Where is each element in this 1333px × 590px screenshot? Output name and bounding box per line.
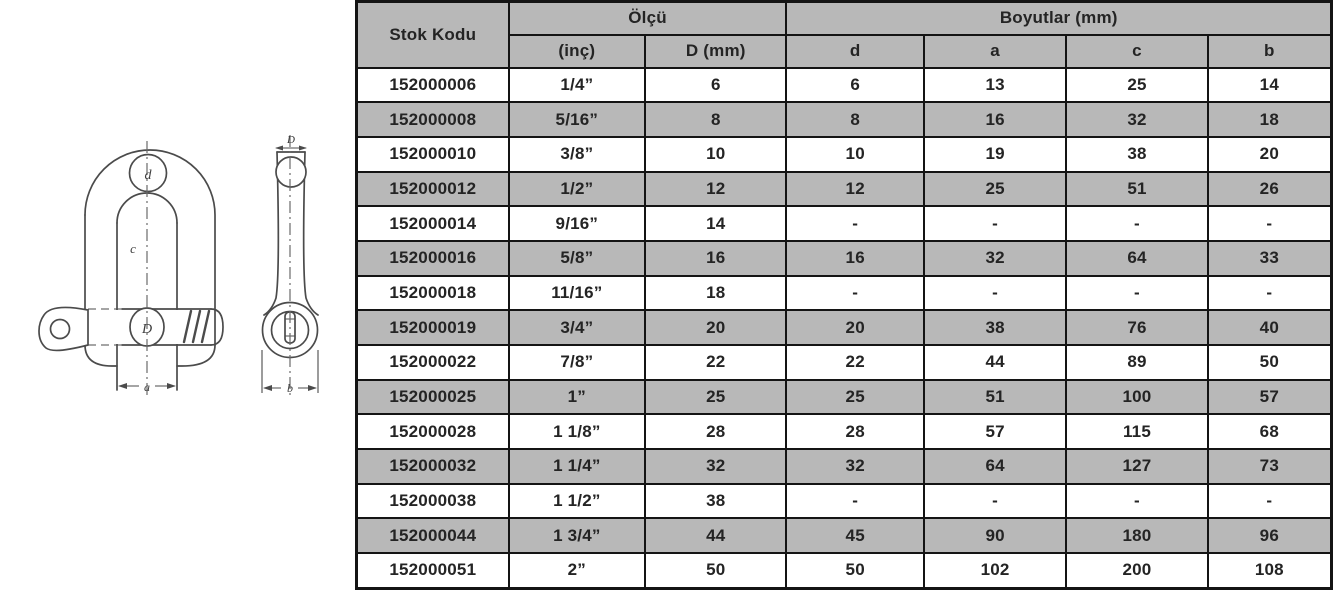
- shackle-diagram: [0, 0, 355, 590]
- c-cell: 115: [1066, 414, 1207, 449]
- a-cell: 102: [924, 553, 1066, 589]
- c-cell: 127: [1066, 449, 1207, 484]
- a-cell: 64: [924, 449, 1066, 484]
- b-cell: -: [1208, 206, 1332, 241]
- inch-cell: 5/8”: [509, 241, 646, 276]
- c-cell: 180: [1066, 518, 1207, 553]
- d-cell: 45: [786, 518, 923, 553]
- stock-code-cell: 152000019: [357, 310, 509, 345]
- D-mm-cell: 22: [645, 345, 786, 380]
- table-row: [357, 414, 1332, 449]
- stock-code-cell: 152000051: [357, 553, 509, 589]
- b-cell: 40: [1208, 310, 1332, 345]
- b-cell: -: [1208, 276, 1332, 311]
- d-cell: -: [786, 484, 923, 519]
- d-cell: 50: [786, 553, 923, 589]
- c-cell: 64: [1066, 241, 1207, 276]
- a-cell: 44: [924, 345, 1066, 380]
- inch-cell: 1 3/4”: [509, 518, 646, 553]
- D-mm-cell: 38: [645, 484, 786, 519]
- b-cell: 68: [1208, 414, 1332, 449]
- header-c: c: [1066, 35, 1207, 68]
- stock-code-cell: 152000022: [357, 345, 509, 380]
- spec-table-wrap: [355, 0, 1333, 590]
- c-cell: 100: [1066, 380, 1207, 415]
- c-cell: 51: [1066, 172, 1207, 207]
- D-mm-cell: 20: [645, 310, 786, 345]
- c-cell: 200: [1066, 553, 1207, 589]
- a-cell: 57: [924, 414, 1066, 449]
- d-cell: 6: [786, 68, 923, 103]
- inch-cell: 2”: [509, 553, 646, 589]
- a-cell: -: [924, 206, 1066, 241]
- b-cell: 73: [1208, 449, 1332, 484]
- D-mm-cell: 8: [645, 102, 786, 137]
- table-row: [357, 345, 1332, 380]
- b-cell: 108: [1208, 553, 1332, 589]
- inch-cell: 1”: [509, 380, 646, 415]
- D-mm-cell: 44: [645, 518, 786, 553]
- b-cell: 50: [1208, 345, 1332, 380]
- a-cell: 16: [924, 102, 1066, 137]
- table-row: [357, 241, 1332, 276]
- side-label-D: D: [287, 134, 295, 146]
- D-mm-cell: 14: [645, 206, 786, 241]
- b-cell: 18: [1208, 102, 1332, 137]
- table-body: [357, 68, 1332, 589]
- shackle-side-view: [262, 134, 318, 395]
- inch-cell: 5/16”: [509, 102, 646, 137]
- stock-code-cell: 152000010: [357, 137, 509, 172]
- table-header: [357, 2, 1332, 68]
- d-cell: 20: [786, 310, 923, 345]
- d-cell: -: [786, 276, 923, 311]
- a-cell: 25: [924, 172, 1066, 207]
- c-cell: 32: [1066, 102, 1207, 137]
- side-label-b: b: [287, 381, 293, 395]
- shackle-front-view: [39, 141, 223, 395]
- front-label-d: d: [144, 168, 152, 183]
- header-d: d: [786, 35, 923, 68]
- stock-code-cell: 152000018: [357, 276, 509, 311]
- d-cell: 16: [786, 241, 923, 276]
- b-cell: 33: [1208, 241, 1332, 276]
- inch-cell: 1 1/2”: [509, 484, 646, 519]
- a-cell: 32: [924, 241, 1066, 276]
- inch-cell: 11/16”: [509, 276, 646, 311]
- b-cell: 20: [1208, 137, 1332, 172]
- spec-table: [355, 0, 1333, 590]
- table-row: [357, 102, 1332, 137]
- stock-code-cell: 152000032: [357, 449, 509, 484]
- table-row: [357, 68, 1332, 103]
- table-row: [357, 276, 1332, 311]
- c-cell: -: [1066, 276, 1207, 311]
- c-cell: 38: [1066, 137, 1207, 172]
- inch-cell: 1/4”: [509, 68, 646, 103]
- inch-cell: 1/2”: [509, 172, 646, 207]
- front-label-D: D: [141, 322, 153, 337]
- d-cell: 12: [786, 172, 923, 207]
- a-cell: 90: [924, 518, 1066, 553]
- inch-cell: 3/4”: [509, 310, 646, 345]
- table-row: [357, 310, 1332, 345]
- b-cell: -: [1208, 484, 1332, 519]
- inch-cell: 1 1/8”: [509, 414, 646, 449]
- header-a: a: [924, 35, 1066, 68]
- b-cell: 96: [1208, 518, 1332, 553]
- d-cell: 10: [786, 137, 923, 172]
- header-b: b: [1208, 35, 1332, 68]
- D-mm-cell: 18: [645, 276, 786, 311]
- stock-code-cell: 152000025: [357, 380, 509, 415]
- d-cell: 32: [786, 449, 923, 484]
- pin-end-cap: [211, 309, 223, 345]
- a-cell: -: [924, 276, 1066, 311]
- inch-cell: 7/8”: [509, 345, 646, 380]
- a-cell: 19: [924, 137, 1066, 172]
- pin-handle-hole: [51, 320, 70, 339]
- stock-code-cell: 152000014: [357, 206, 509, 241]
- header-olcu: Ölçü: [509, 2, 787, 35]
- table-row: [357, 553, 1332, 589]
- stock-code-cell: 152000028: [357, 414, 509, 449]
- inch-cell: 9/16”: [509, 206, 646, 241]
- D-mm-cell: 6: [645, 68, 786, 103]
- b-cell: 26: [1208, 172, 1332, 207]
- a-cell: -: [924, 484, 1066, 519]
- inch-cell: 1 1/4”: [509, 449, 646, 484]
- d-cell: 22: [786, 345, 923, 380]
- header-boyutlar: Boyutlar (mm): [786, 2, 1331, 35]
- a-cell: 38: [924, 310, 1066, 345]
- D-mm-cell: 32: [645, 449, 786, 484]
- table-row: [357, 172, 1332, 207]
- D-mm-cell: 16: [645, 241, 786, 276]
- shackle-drawing-panel: [0, 0, 355, 590]
- table-row: [357, 137, 1332, 172]
- d-cell: 28: [786, 414, 923, 449]
- header-stok-kodu: Stok Kodu: [357, 2, 509, 68]
- dimension-D: [275, 146, 307, 151]
- header-D-mm: D (mm): [645, 35, 786, 68]
- c-cell: 25: [1066, 68, 1207, 103]
- b-cell: 57: [1208, 380, 1332, 415]
- stock-code-cell: 152000016: [357, 241, 509, 276]
- stock-code-cell: 152000038: [357, 484, 509, 519]
- D-mm-cell: 12: [645, 172, 786, 207]
- D-mm-cell: 28: [645, 414, 786, 449]
- d-cell: 8: [786, 102, 923, 137]
- D-mm-cell: 25: [645, 380, 786, 415]
- b-cell: 14: [1208, 68, 1332, 103]
- stock-code-cell: 152000006: [357, 68, 509, 103]
- table-row: [357, 380, 1332, 415]
- side-pin-circle: [276, 157, 306, 187]
- a-cell: 13: [924, 68, 1066, 103]
- front-label-c: c: [130, 241, 136, 256]
- c-cell: -: [1066, 484, 1207, 519]
- a-cell: 51: [924, 380, 1066, 415]
- inch-cell: 3/8”: [509, 137, 646, 172]
- front-label-a: a: [144, 380, 150, 394]
- header-inch: (inç): [509, 35, 646, 68]
- table-row: [357, 449, 1332, 484]
- stock-code-cell: 152000044: [357, 518, 509, 553]
- c-cell: -: [1066, 206, 1207, 241]
- table-row: [357, 518, 1332, 553]
- stock-code-cell: 152000008: [357, 102, 509, 137]
- table-row: [357, 206, 1332, 241]
- stock-code-cell: 152000012: [357, 172, 509, 207]
- c-cell: 89: [1066, 345, 1207, 380]
- d-cell: -: [786, 206, 923, 241]
- d-cell: 25: [786, 380, 923, 415]
- D-mm-cell: 50: [645, 553, 786, 589]
- table-row: [357, 484, 1332, 519]
- c-cell: 76: [1066, 310, 1207, 345]
- D-mm-cell: 10: [645, 137, 786, 172]
